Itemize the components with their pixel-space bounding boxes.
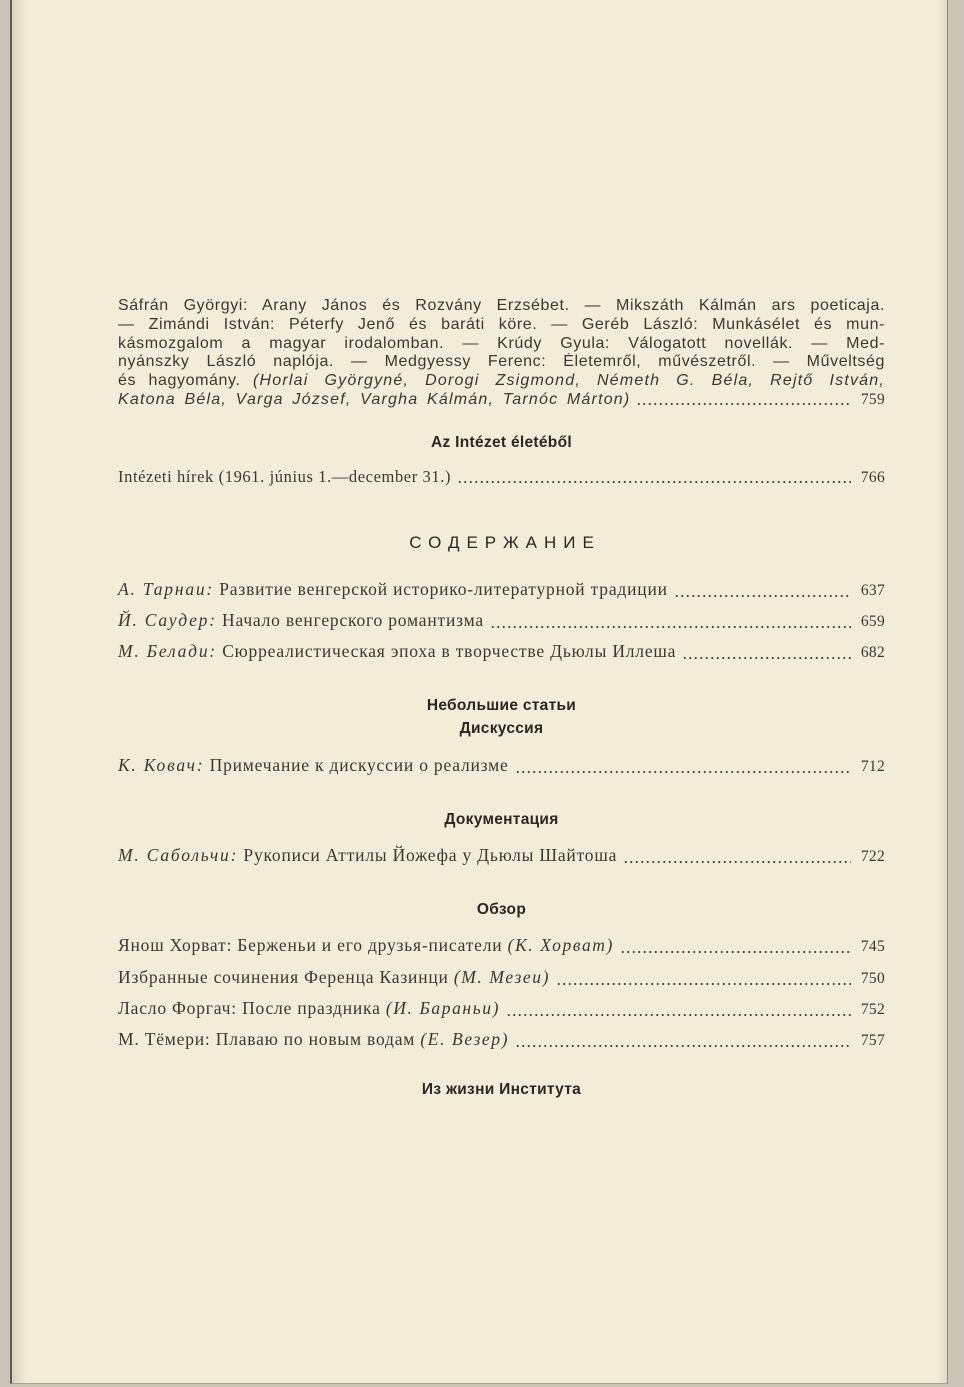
page-number: 659 bbox=[860, 613, 885, 630]
author-name: М. Сабольчи: bbox=[118, 845, 239, 865]
entry-text bbox=[118, 1028, 509, 1050]
author-name: А. Тарнаи: bbox=[118, 579, 215, 599]
toc-entry bbox=[118, 966, 885, 990]
entry-text-line: nyánszky László naplója. — Medgyessy Ferenc: Életemről, művészetről. — Műveltség bbox=[118, 353, 885, 371]
entry-text bbox=[118, 754, 509, 776]
page-number: 750 bbox=[860, 970, 885, 987]
article-title: Начало венгерского романтизма bbox=[222, 610, 484, 630]
page-number: 752 bbox=[860, 1001, 885, 1018]
dot-leader bbox=[457, 467, 851, 488]
section-subheading-discussion: Дискуссия bbox=[459, 720, 544, 737]
article-title: Сюрреалистическая эпоха в творчестве Дьюлы Иллеша bbox=[222, 641, 677, 661]
hungarian-reviews-entry bbox=[118, 297, 885, 410]
section-heading-documentation: Документация bbox=[444, 811, 559, 828]
toc-entry bbox=[118, 934, 885, 958]
entry-title: Intézeti hírek (1961. június 1.—december 31.) bbox=[118, 467, 452, 486]
section-heading-small-articles: Небольшие статьи bbox=[426, 697, 577, 714]
toc-entry bbox=[118, 640, 885, 664]
reviewer-name: (И. Бараньи) bbox=[385, 998, 501, 1018]
reviewer-name: (Е. Везер) bbox=[420, 1029, 510, 1049]
contributors-list: (Horlai Györgyné, Dorogi Zsigmond, Németh G. Béla, Rejtő István, bbox=[252, 372, 885, 390]
section-heading-institute-hu: Az Intézet életéből bbox=[431, 434, 572, 451]
dot-leader bbox=[506, 997, 851, 1021]
dot-leader bbox=[490, 609, 851, 633]
article-title: Янош Хорват: Берженьи и его друзья-писатели bbox=[118, 935, 503, 955]
dot-leader bbox=[674, 578, 851, 602]
page-number: 759 bbox=[860, 390, 885, 408]
toc-entry bbox=[118, 609, 885, 633]
page-number: 722 bbox=[860, 848, 885, 865]
dot-leader bbox=[620, 934, 851, 958]
entry-text bbox=[118, 997, 500, 1019]
entry-text bbox=[118, 966, 550, 988]
toc-entry bbox=[118, 467, 885, 488]
dot-leader bbox=[515, 754, 851, 778]
section-heading-institute-ru: Из жизни Института bbox=[421, 1081, 582, 1098]
author-name: Й. Саудер: bbox=[118, 610, 217, 630]
page-number: 682 bbox=[860, 644, 885, 661]
entry-text bbox=[118, 844, 617, 866]
article-title: Рукописи Аттилы Йожефа у Дьюлы Шайтоша bbox=[243, 845, 618, 865]
entry-text bbox=[118, 640, 676, 662]
contents-heading-ru: СОДЕРЖАНИЕ bbox=[409, 533, 601, 552]
section-heading-review: Обзор bbox=[476, 901, 527, 918]
entry-text: és hagyomány. bbox=[118, 372, 241, 390]
page-number: 712 bbox=[860, 758, 885, 775]
page-number: 745 bbox=[860, 938, 885, 955]
toc-entry bbox=[118, 997, 885, 1021]
toc-entry bbox=[118, 844, 885, 868]
article-title: Избранные сочинения Ференца Казинци bbox=[118, 967, 449, 987]
author-name: М. Белади: bbox=[118, 641, 218, 661]
article-title: Примечание к дискуссии о реализме bbox=[209, 755, 509, 775]
article-title: Развитие венгерской историко-литературной традиции bbox=[219, 579, 668, 599]
dot-leader bbox=[556, 966, 851, 990]
contributors-list: Katona Béla, Varga József, Vargha Kálmán, Tarnóc Márton) bbox=[118, 390, 631, 408]
entry-final-line bbox=[118, 391, 885, 410]
dot-leader bbox=[515, 1028, 851, 1052]
toc-entry bbox=[118, 1028, 885, 1052]
dot-leader bbox=[682, 640, 851, 664]
entry-text bbox=[118, 609, 484, 631]
entry-text bbox=[118, 934, 614, 956]
entry-text-line: — Zimándi István: Péterfy Jenő és baráti köre. — Geréb László: Munkásélet és mun- bbox=[118, 315, 885, 333]
dot-leader bbox=[636, 391, 851, 410]
reviewer-name: (К. Хорват) bbox=[507, 935, 614, 955]
entry-text-line: Sáfrán Györgyi: Arany János és Rozvány Erzsébet. — Mikszáth Kálmán ars poeticaja. bbox=[118, 297, 885, 314]
page-number: 757 bbox=[860, 1032, 885, 1049]
toc-entry bbox=[118, 754, 885, 778]
page-number: 766 bbox=[860, 469, 885, 486]
article-title: М. Тёмери: Плаваю по новым водам bbox=[118, 1029, 416, 1049]
page-number: 637 bbox=[860, 582, 885, 599]
author-name: К. Ковач: bbox=[118, 755, 205, 775]
dot-leader bbox=[623, 844, 851, 868]
entry-text bbox=[118, 578, 668, 600]
article-title: Ласло Форгач: После праздника bbox=[118, 998, 381, 1018]
toc-entry bbox=[118, 578, 885, 602]
reviewer-name: (М. Мезеи) bbox=[453, 967, 551, 987]
entry-text-line bbox=[118, 372, 885, 391]
entry-text-line: kásmozgalom a magyar irodalomban. — Krúdy Gyula: Válogatott novellák. — Med- bbox=[118, 334, 885, 352]
page-sheet bbox=[10, 0, 948, 1384]
